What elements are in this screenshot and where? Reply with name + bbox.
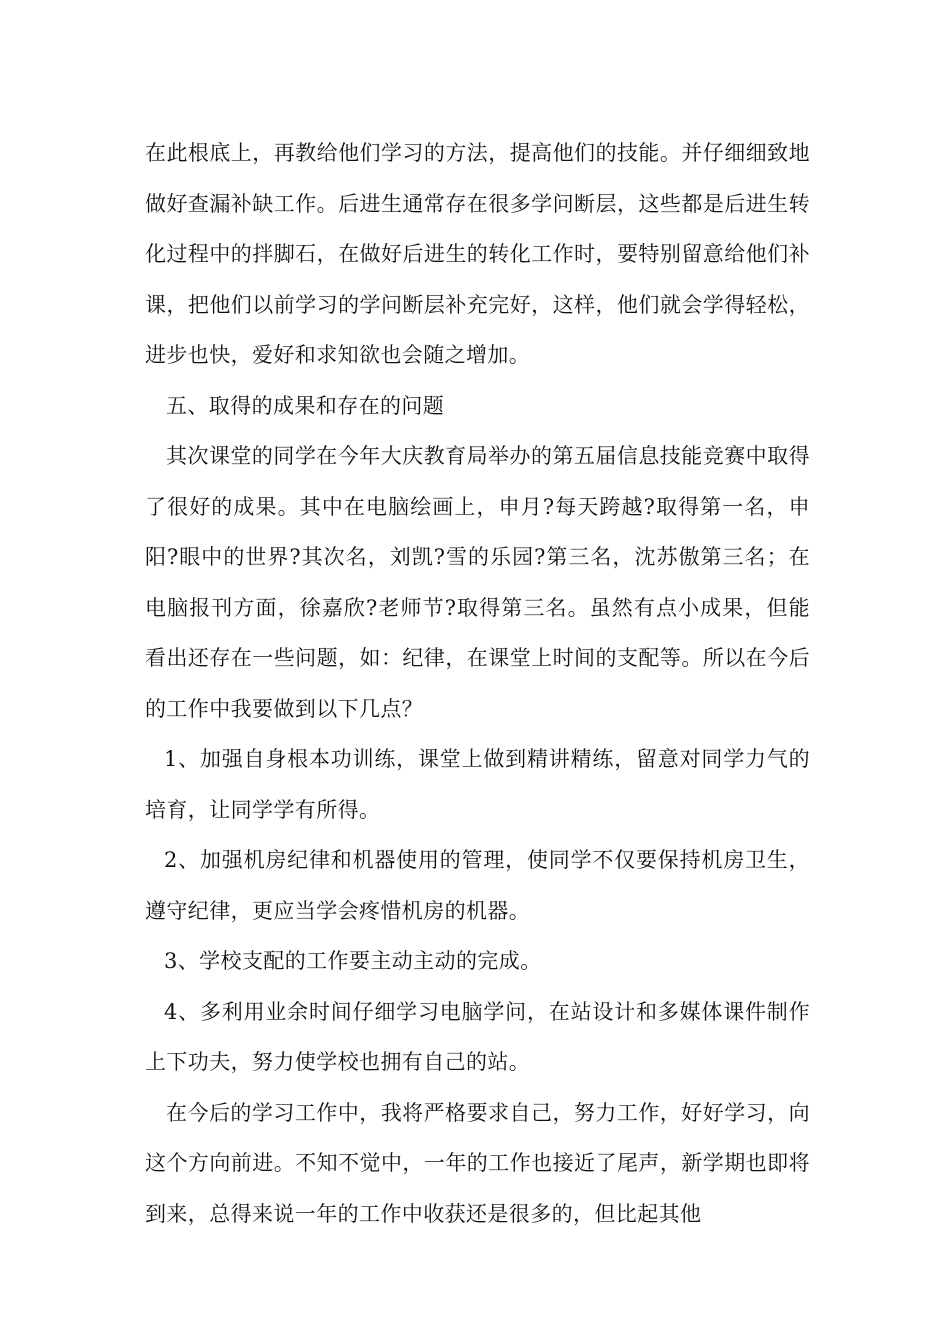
- list-item-4: 4、多利用业余时间仔细学习电脑学问，在站设计和多媒体课件制作上下功夫，努力使学校也拥有自己的站。: [145, 999, 810, 1074]
- list-item-2: 2、加强机房纪律和机器使用的管理，使同学不仅要保持机房卫生，遵守纪律，更应当学会疼惜机房的机器。: [145, 848, 810, 923]
- list-item-3: 3、学校支配的工作要主动主动的完成。: [164, 949, 542, 973]
- document-body: [145, 128, 810, 1239]
- paragraph-competition-results: 其次课堂的同学在今年大庆教育局举办的第五届信息技能竞赛中取得了很好的成果。其中在电脑绘画上，申月?每天跨越?取得第一名，申阳?眼中的世界?其次名，刘凯?雪的乐园?第三名，沈苏傲第三名；在电脑报刊方面，徐嘉欣?老师节?取得第三名。虽然有点小成果，但能看出还存在一些问题，如：纪律，在课堂上时间的支配等。所以在今后的工作中我要做到以下几点？: [145, 444, 810, 721]
- section-heading-results-and-problems: 五、取得的成果和存在的问题: [166, 393, 445, 418]
- paragraph-conclusion: 在今后的学习工作中，我将严格要求自己，努力工作，好好学习，向这个方向前进。不知不觉中，一年的工作也接近了尾声，新学期也即将到来，总得来说一年的工作中收获还是很多的，但比起其他: [145, 1100, 810, 1226]
- list-item-1: 1、加强自身根本功训练，课堂上做到精讲精练，留意对同学力气的培育，让同学学有所得。: [145, 747, 810, 822]
- paragraph-remedial-teaching: 在此根底上，再教给他们学习的方法，提高他们的技能。并仔细细致地做好查漏补缺工作。后进生通常存在很多学问断层，这些都是后进生转化过程中的拌脚石，在做好后进生的转化工作时，要特别留意给他们补课，把他们以前学习的学问断层补充完好，这样，他们就会学得轻松，进步也快，爱好和求知欲也会随之增加。: [145, 141, 810, 367]
